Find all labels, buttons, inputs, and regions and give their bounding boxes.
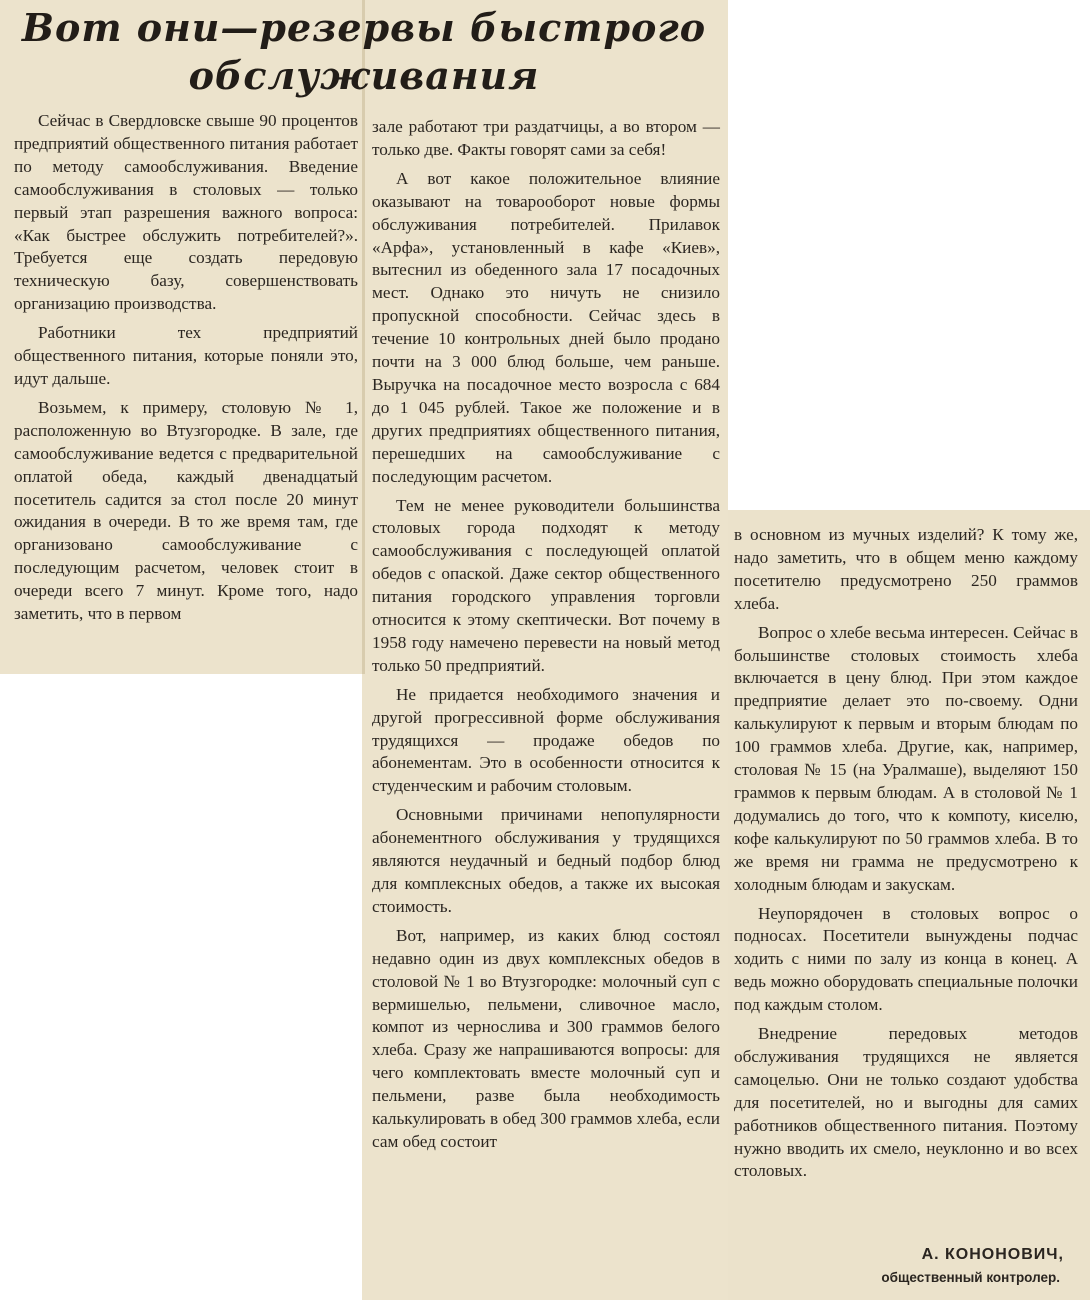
- paragraph: Вопрос о хлебе весьма интересен. Сейчас в большинстве столовых стоимость хлеба включается в цену блюд. При этом каждое предприятие делает это по-своему. Одни калькулируют к первым и вторым блюдам по 100 граммов хлеба. Другие, как, например, столовая № 15 (на Уралмаше), выделяют 150 граммов к первым блюдам. А в столовой № 1 додумались до того, что к компоту, киселю, кофе калькулируют по 50 граммов хлеба. В то же время ни грамма не предусмотрено к холодным блюдам и закускам.: [734, 622, 1078, 894]
- paragraph: Вот, например, из каких блюд состоял недавно один из двух комплексных обедов в столовой № 1 во Втузгородке: молочный суп с вермишелью, пельмени, сливочное масло, компот из чернослива и 300 граммов белого хлеба. Сразу же напрашиваются вопросы: для чего комплектовать вместе молочный суп и пельмени, разве была необходимость калькулировать в обед 300 граммов хлеба, если сам обед состоит: [372, 925, 720, 1151]
- headline-line-1: Вот они—резервы быстрого: [21, 5, 707, 50]
- article-headline: [0, 4, 728, 100]
- paragraph: Неупорядочен в столовых вопрос о подносах. Посетители вынуждены подчас ходить с ними по залу из конца в конец. А ведь можно оборудовать специальные полочки под каждым столом.: [734, 903, 1078, 1015]
- paragraph: зале работают три раздатчицы, а во втором — только две. Факты говорят сами за себя!: [372, 117, 720, 159]
- paragraph: Основными причинами непопулярности абонементного обслуживания у трудящихся являются неудачный и бедный подбор блюд для комплексных обедов, а также их высокая стоимость.: [372, 805, 720, 916]
- article-column-3: [734, 524, 1078, 1183]
- article-column-2: [372, 116, 720, 1154]
- paragraph: Сейчас в Свердловске свыше 90 процентов предприятий общественного питания работает по методу самообслуживания. Введение самообслуживания в столовых — только первый этап разрешения важного вопроса: «Как быстрее обслужить потребителей?». Требуется еще создать передовую техническую базу, совершенствовать организацию производства.: [14, 111, 358, 314]
- paragraph: Тем не менее руководители большинства столовых города подходят к методу самообслуживания с последующей оплатой обедов с опаской. Даже сектор общественного питания городского управления торговли относится к этому скептически. Вот почему в 1958 году намечено перевести на новый метод только 50 предприятий.: [372, 495, 720, 675]
- paragraph: Работники тех предприятий общественного питания, которые поняли это, идут дальше.: [14, 323, 358, 388]
- article-column-1: [14, 110, 358, 626]
- column-fold-shadow: [362, 0, 365, 674]
- paragraph: Возьмем, к примеру, столовую № 1, расположенную во Втузгородке. В зале, где самообслуживание ведется с предварительной оплатой обеда, каждый двенадцатый посетитель садится за стол после 20 минут ожидания в очереди. В то же время там, где организовано самообслуживание с последующим расчетом, человек стоит в очереди всего 7 минут. Кроме того, надо заметить, что в первом: [14, 397, 358, 624]
- paragraph: А вот какое положительное влияние оказывают на товарооборот новые формы обслуживания потребителей. Прилавок «Арфа», установленный в кафе «Киев», вытеснил из обеденного зала 17 посадочных мест. Однако это ничуть не снизило пропускной способности. Сейчас здесь в течение 10 контрольных дней было продано почти на 3 000 блюд больше, чем раньше. Выручка на посадочное место возросла с 684 до 1 045 рублей. Такое же положение и в других предприятиях общественного питания, перешедших на самообслуживание с последующим расчетом.: [372, 168, 720, 486]
- paragraph: в основном из мучных изделий? К тому же, надо заметить, что в общем меню каждому посетителю предусмотрено 250 граммов хлеба.: [734, 525, 1078, 613]
- author-name: А. КОНОНОВИЧ,: [921, 1246, 1064, 1263]
- author-title: общественный контролер.: [881, 1270, 1060, 1285]
- paragraph: Не придается необходимого значения и другой прогрессивной форме обслуживания трудящихся — продаже обедов по абонементам. Это в особенности относится к студенческим и рабочим столовым.: [372, 684, 720, 796]
- headline-line-2: обслуживания: [188, 53, 540, 98]
- paragraph: Внедрение передовых методов обслуживания трудящихся не является самоцелью. Они не только создают удобства для посетителей, но и выгодны для самих работников общественного питания. Поэтому нужно вводить их смело, неуклонно и во всех столовых.: [734, 1024, 1078, 1181]
